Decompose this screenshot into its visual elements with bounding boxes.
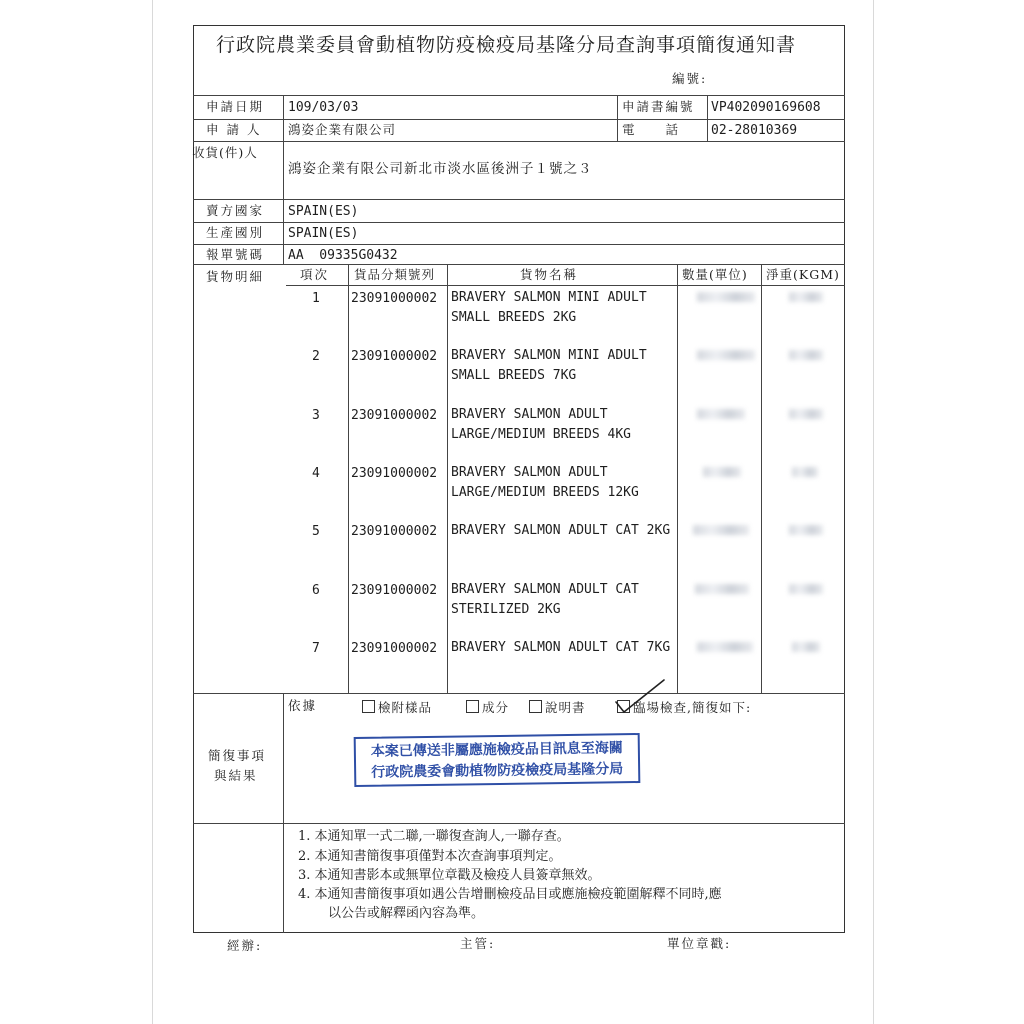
rule (193, 823, 845, 824)
row-4-code: 23091000002 (351, 466, 438, 481)
row-3-code: 23091000002 (351, 408, 438, 423)
consignee-value: 鴻姿企業有限公司新北市淡水區後洲子１號之３ (288, 161, 593, 177)
rule (193, 244, 845, 245)
rule (283, 823, 284, 933)
option-label: 成分 (482, 700, 510, 715)
col-header-item: 項次 (300, 267, 330, 282)
option-label: 檢附樣品 (378, 700, 433, 715)
row-1-name: BRAVERY SALMON MINI ADULT SMALL BREEDS 2KG (451, 290, 647, 325)
row-7-no: 7 (312, 641, 320, 656)
row-3-no: 3 (312, 408, 320, 423)
rule (193, 693, 845, 694)
option-label: 說明書 (545, 700, 586, 715)
redacted-quantity (697, 292, 755, 302)
reply-label-line2: 與結果 (214, 768, 258, 783)
col-header-name: 貨物名稱 (520, 267, 579, 282)
rule (193, 199, 845, 200)
stamp-line-2: 行政院農委會動植物防疫檢疫局基隆分局 (371, 761, 624, 781)
applicant-label: 申 請 人 (206, 122, 262, 137)
serial-number-label: 編號: (672, 71, 708, 86)
handler-label: 經辦: (227, 938, 263, 953)
row-7-name: BRAVERY SALMON ADULT CAT 7KG (451, 640, 671, 655)
note-1: 1. 本通知單一式二聯,一聯復查詢人,一聯存查。 (298, 829, 570, 844)
redacted-weight (792, 642, 820, 652)
row-2-code: 23091000002 (351, 349, 438, 364)
rule (193, 141, 845, 142)
checkbox-ingredients (466, 700, 479, 713)
rule (677, 264, 678, 693)
official-stamp (354, 733, 641, 787)
row-6-no: 6 (312, 583, 320, 598)
row-1-code: 23091000002 (351, 291, 438, 306)
redacted-quantity (697, 642, 753, 652)
phone-value: 02-28010369 (711, 123, 798, 138)
checkbox-manual (529, 700, 542, 713)
consignee-label: 收貨(件)人 (192, 145, 258, 160)
basis-label: 依據 (288, 698, 318, 713)
rule (193, 222, 845, 223)
rule (447, 264, 448, 693)
row-5-no: 5 (312, 524, 320, 539)
row-3-name: BRAVERY SALMON ADULT LARGE/MEDIUM BREEDS 4KG (451, 407, 632, 442)
basis-suffix: ,簡復如下: (687, 700, 752, 715)
rule (707, 95, 708, 142)
note-3: 3. 本通知書影本或無單位章戳及檢疫人員簽章無效。 (298, 868, 601, 883)
apply-date-label: 申請日期 (206, 99, 265, 114)
redacted-quantity (693, 525, 749, 535)
origin-country-value: SPAIN(ES) (288, 226, 359, 241)
declaration-number-label: 報單號碼 (206, 247, 265, 262)
rule (617, 95, 618, 142)
col-header-quantity: 數量(單位) (682, 267, 748, 282)
basis-option-sample (362, 700, 432, 715)
stamp-line-1: 本案已傳送非屬應施檢疫品目訊息至海關 (370, 740, 623, 760)
redacted-quantity (695, 584, 749, 594)
reply-label-line1: 簡復事項 (208, 748, 267, 763)
row-2-no: 2 (312, 349, 320, 364)
note-4: 4. 本通知書簡復事項如遇公告增刪檢疫品目或應施檢疫範圍解釋不同時,應 (298, 887, 722, 902)
rule (348, 264, 349, 693)
apply-date-value: 109/03/03 (288, 100, 359, 115)
redacted-weight (789, 292, 823, 302)
row-5-name: BRAVERY SALMON ADULT CAT 2KG (451, 523, 671, 538)
origin-country-label: 生產國別 (206, 225, 265, 240)
redacted-weight (789, 584, 823, 594)
row-7-code: 23091000002 (351, 641, 438, 656)
form-number-label: 申請書編號 (622, 99, 695, 114)
seller-country-value: SPAIN(ES) (288, 204, 359, 219)
document-title: 行政院農業委員會動植物防疫檢疫局基隆分局查詢事項簡復通知書 (216, 34, 797, 56)
rule (193, 95, 845, 96)
redacted-weight (789, 409, 823, 419)
note-4-continued: 以公告或解釋函內容為準。 (328, 906, 485, 921)
redacted-weight (789, 525, 823, 535)
col-header-code: 貨品分類號列 (354, 267, 436, 282)
unit-seal-label: 單位章戳: (667, 936, 732, 951)
redacted-quantity (697, 350, 755, 360)
redacted-weight (792, 467, 818, 477)
applicant-value: 鴻姿企業有限公司 (288, 122, 397, 137)
check-mark-icon (610, 676, 670, 716)
rule (283, 693, 284, 823)
basis-option-ingredients (466, 700, 509, 715)
row-6-name: BRAVERY SALMON ADULT CAT STERILIZED 2KG (451, 582, 639, 617)
checkbox-sample (362, 700, 375, 713)
rule (193, 119, 845, 120)
supervisor-label: 主管: (460, 936, 496, 951)
rule (283, 95, 284, 265)
row-2-name: BRAVERY SALMON MINI ADULT SMALL BREEDS 7KG (451, 348, 647, 383)
redacted-quantity (697, 409, 745, 419)
row-4-name: BRAVERY SALMON ADULT LARGE/MEDIUM BREEDS 12KG (451, 465, 639, 500)
note-2: 2. 本通知書簡復事項僅對本次查詢事項判定。 (298, 849, 562, 864)
form-number-value: VP402090169608 (711, 100, 821, 115)
row-5-code: 23091000002 (351, 524, 438, 539)
redacted-weight (789, 350, 823, 360)
declaration-number-value: AA 09335G0432 (288, 248, 398, 263)
phone-label: 電 話 (622, 122, 681, 137)
row-4-no: 4 (312, 466, 320, 481)
seller-country-label: 賣方國家 (206, 203, 265, 218)
rule (193, 264, 845, 265)
option-label: 臨場檢查 (633, 700, 688, 715)
goods-detail-label: 貨物明細 (206, 269, 265, 284)
col-header-weight: 淨重(KGM) (766, 267, 840, 282)
row-6-code: 23091000002 (351, 583, 438, 598)
rule (761, 264, 762, 693)
redacted-quantity (703, 467, 741, 477)
row-1-no: 1 (312, 291, 320, 306)
basis-option-manual (529, 700, 586, 715)
